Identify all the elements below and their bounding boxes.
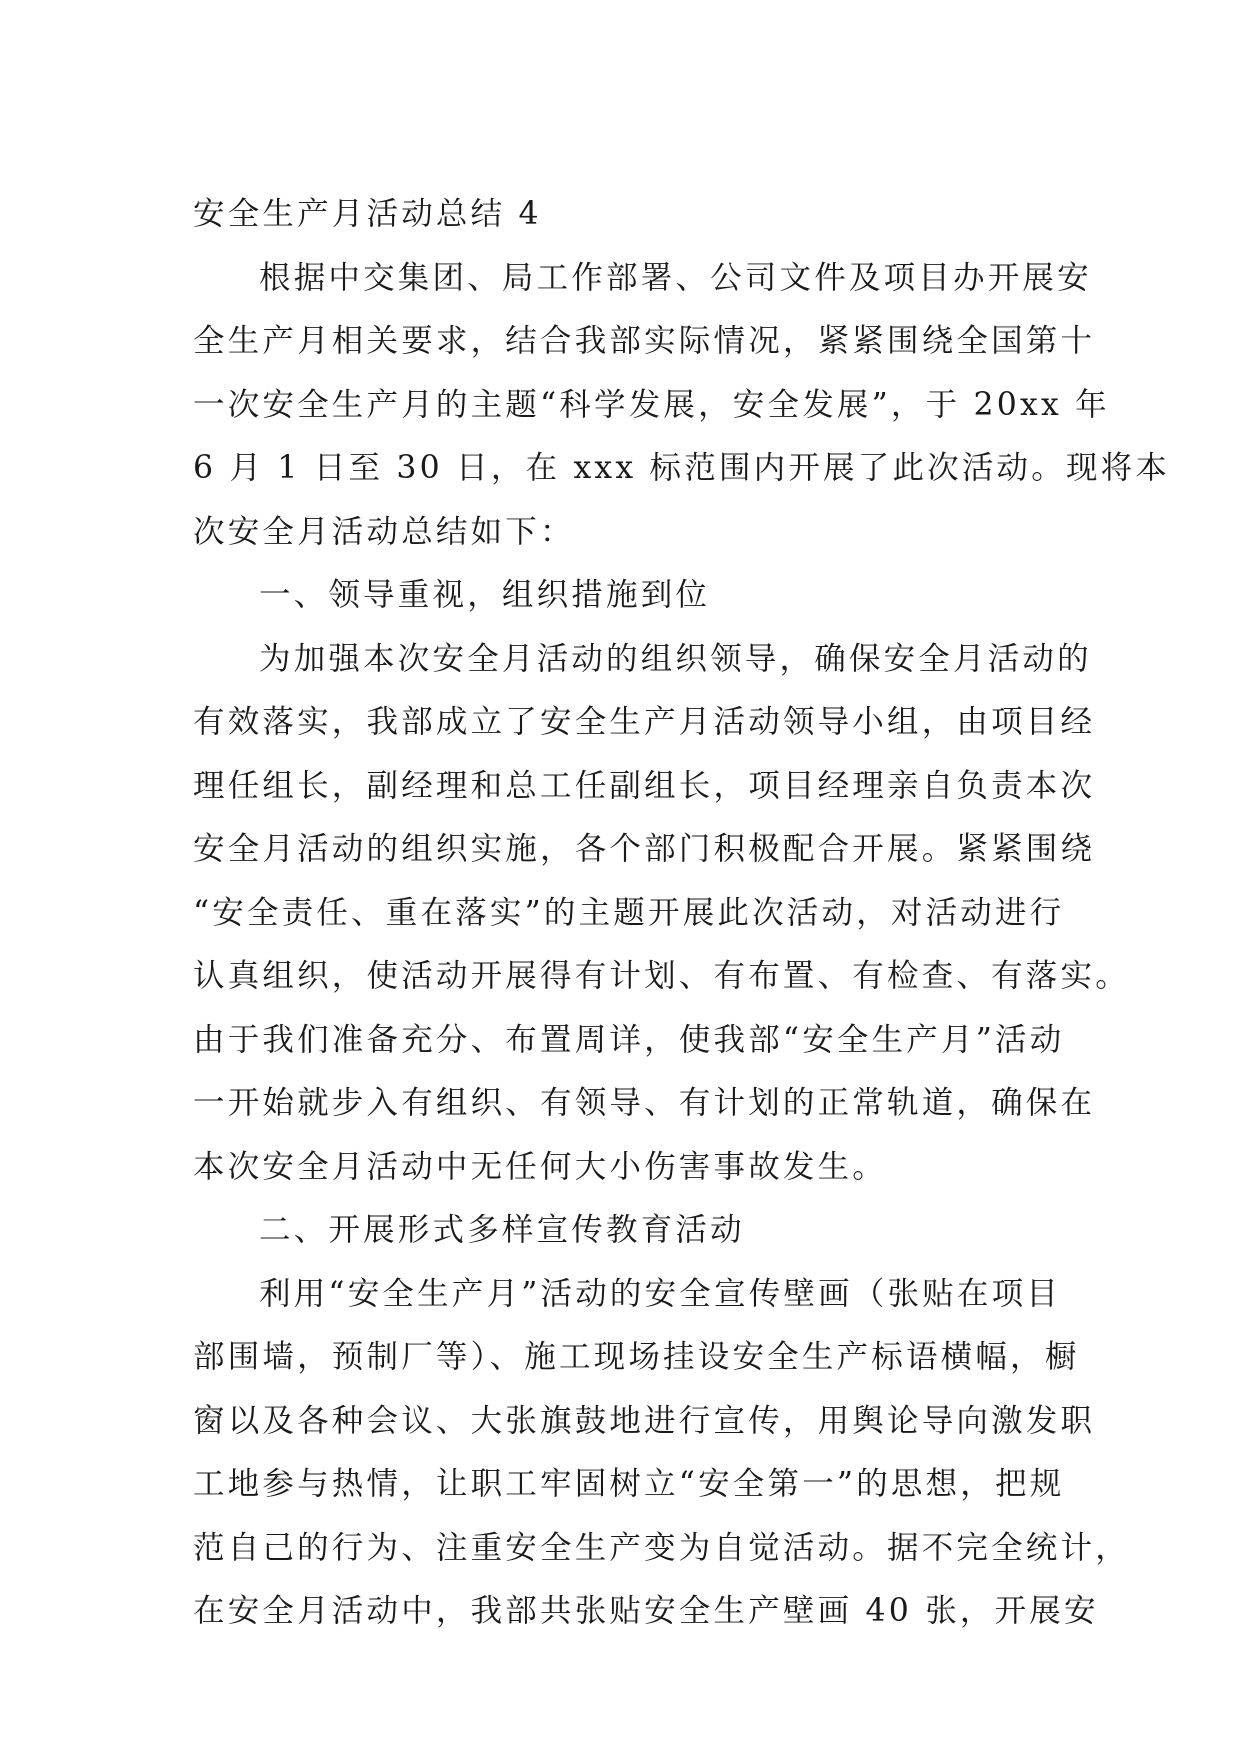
text-line: 工地参与热情，让职工牢固树立“安全第一”的思想，把规 <box>193 1466 1065 1502</box>
text-line: 一、领导重视，组织措施到位 <box>259 577 711 613</box>
text-line: “安全责任、重在落实”的主题开展此次活动，对活动进行 <box>193 894 1065 931</box>
document-title: 安全生产月活动总结 4 <box>193 196 542 232</box>
text-line: 一次安全生产月的主题“科学发展，安全发展”，于 20xx 年 <box>193 386 1110 423</box>
text-line: 一开始就步入有组织、有领导、有计划的正常轨道，确保在 <box>193 1085 1096 1121</box>
document-body <box>193 183 1171 1644</box>
text-line: 部围墙，预制厂等）、施工现场挂设安全生产标语横幅，橱 <box>193 1339 1080 1375</box>
document-lines <box>193 247 1171 1644</box>
text-line: 利用“安全生产月”活动的安全宣传壁画（张贴在项目 <box>259 1275 1062 1312</box>
text-line: 理任组长，副经理和总工任副组长，项目经理亲自负责本次 <box>193 767 1096 804</box>
text-line: 二、开展形式多样宣传教育活动 <box>259 1212 745 1248</box>
text-line: 安全月活动的组织实施，各个部门积极配合开展。紧紧围绕 <box>193 831 1096 867</box>
text-line: 6 月 1 日至 30 日，在 xxx 标范围内开展了此次活动。现将本 <box>193 450 1171 486</box>
text-line: 认真组织，使活动开展得有计划、有布置、有检查、有落实。 <box>193 958 1130 994</box>
text-line: 根据中交集团、局工作部署、公司文件及项目办开展安 <box>259 259 1092 296</box>
text-line: 本次安全月活动中无任何大小伤害事故发生。 <box>193 1148 888 1185</box>
text-line: 在安全月活动中，我部共张贴安全生产壁画 40 张，开展安 <box>193 1593 1099 1629</box>
text-line: 由于我们准备充分、布置周详，使我部“安全生产月”活动 <box>193 1021 1065 1058</box>
text-line: 有效落实，我部成立了安全生产月活动领导小组，由项目经 <box>193 704 1096 740</box>
text-line: 为加强本次安全月活动的组织领导，确保安全月活动的 <box>259 640 1092 677</box>
text-line: 窗以及各种会议、大张旗鼓地进行宣传，用舆论导向激发职 <box>193 1402 1096 1439</box>
text-line: 范自己的行为、注重安全生产变为自觉活动。据不完全统计， <box>193 1529 1130 1566</box>
text-line: 次安全月活动总结如下： <box>193 513 575 550</box>
text-line: 全生产月相关要求，结合我部实际情况，紧紧围绕全国第十 <box>193 323 1096 359</box>
